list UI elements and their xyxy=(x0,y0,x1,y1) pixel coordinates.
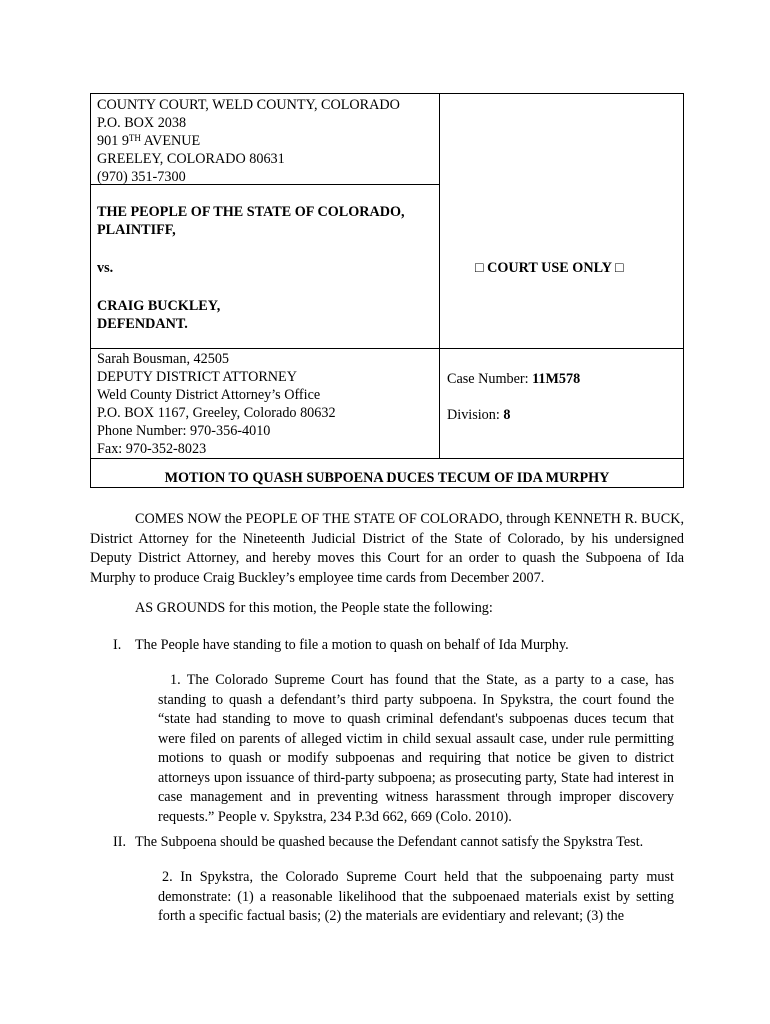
court-address-block xyxy=(97,96,400,186)
versus-label: vs. xyxy=(97,260,114,276)
plaintiff-block xyxy=(97,203,405,239)
court-street: 901 9TH AVENUE xyxy=(97,133,201,149)
attorney-block xyxy=(97,350,336,458)
court-name: COUNTY COURT, WELD COUNTY, COLORADO xyxy=(97,97,400,113)
court-po-box: P.O. BOX 2038 xyxy=(97,115,187,131)
case-number: Case Number: 11M578 xyxy=(447,371,581,387)
attorney-name: Sarah Bousman, 42505 xyxy=(97,351,230,367)
case-number-value: 11M578 xyxy=(532,371,581,387)
defendant-block xyxy=(97,297,220,333)
division: Division: 8 xyxy=(447,407,511,423)
intro-paragraph: COMES NOW the PEOPLE OF THE STATE OF COLORADO, through KENNETH R. BUCK, District Attorney for the Nineteenth Judicial District of the State of Colorado, by his undersigned Deputy District Attorney, and hereby moves this Court for an order to quash the Subpoena of Ida Murphy to produce Craig Buckley’s employee time cards from December 2007. xyxy=(90,511,684,586)
grounds-paragraph: AS GROUNDS for this motion, the People state the following: xyxy=(135,600,493,616)
attorney-fax: Fax: 970-352-8023 xyxy=(97,441,207,457)
court-use-only-label: □ COURT USE ONLY □ xyxy=(475,260,624,276)
defendant-name: CRAIG BUCKLEY, xyxy=(97,298,221,314)
attorney-address: P.O. BOX 1167, Greeley, Colorado 80632 xyxy=(97,405,336,421)
caption-divider-parties xyxy=(91,348,683,349)
defendant-role: DEFENDANT. xyxy=(97,316,188,332)
paragraph-1: 1. The Colorado Supreme Court has found that the State, as a party to a case, has standing to quash a defendant’s third party subpoena. In Spykstra, the court found the “state had standing to move to quash criminal defendant's subpoenas duces tecum that were filed on parents of alleged victim in child sexual assault case, under rule permitting motions to quash or modify subpoenas and requiring that notice be given to district attorneys upon issuance of third-party subpoena; as prosecuting party, State had interest in case management and in preventing witness harassment through improper discovery requests.” People v. Spykstra, 234 P.3d 662, 669 (Colo. 2010). xyxy=(158,672,674,825)
plaintiff-name: THE PEOPLE OF THE STATE OF COLORADO, xyxy=(97,204,405,220)
case-caption-box xyxy=(90,93,684,488)
court-city: GREELEY, COLORADO 80631 xyxy=(97,151,285,167)
court-phone: (970) 351-7300 xyxy=(97,169,186,185)
paragraph-2: 2. In Spykstra, the Colorado Supreme Court held that the subpoenaing party must demonstrate: (1) a reasonable likelihood that the subpoenaed materials exist by setting forth a specific factual basis; (2) the materials are evidentiary and relevant; (3) the xyxy=(158,869,674,924)
division-value: 8 xyxy=(503,407,511,423)
caption-divider-attorney xyxy=(91,458,683,459)
section-heading-1: I. The People have standing to file a motion to quash on behalf of Ida Murphy. xyxy=(113,637,569,653)
motion-title: MOTION TO QUASH SUBPOENA DUCES TECUM OF IDA MURPHY xyxy=(164,470,610,486)
plaintiff-role: PLAINTIFF, xyxy=(97,222,176,238)
attorney-phone: Phone Number: 970-356-4010 xyxy=(97,423,271,439)
attorney-office: Weld County District Attorney’s Office xyxy=(97,387,321,403)
attorney-title: DEPUTY DISTRICT ATTORNEY xyxy=(97,369,297,385)
section-heading-2: II. The Subpoena should be quashed because the Defendant cannot satisfy the Spykstra Test. xyxy=(113,834,644,850)
caption-vertical-divider xyxy=(439,94,440,458)
